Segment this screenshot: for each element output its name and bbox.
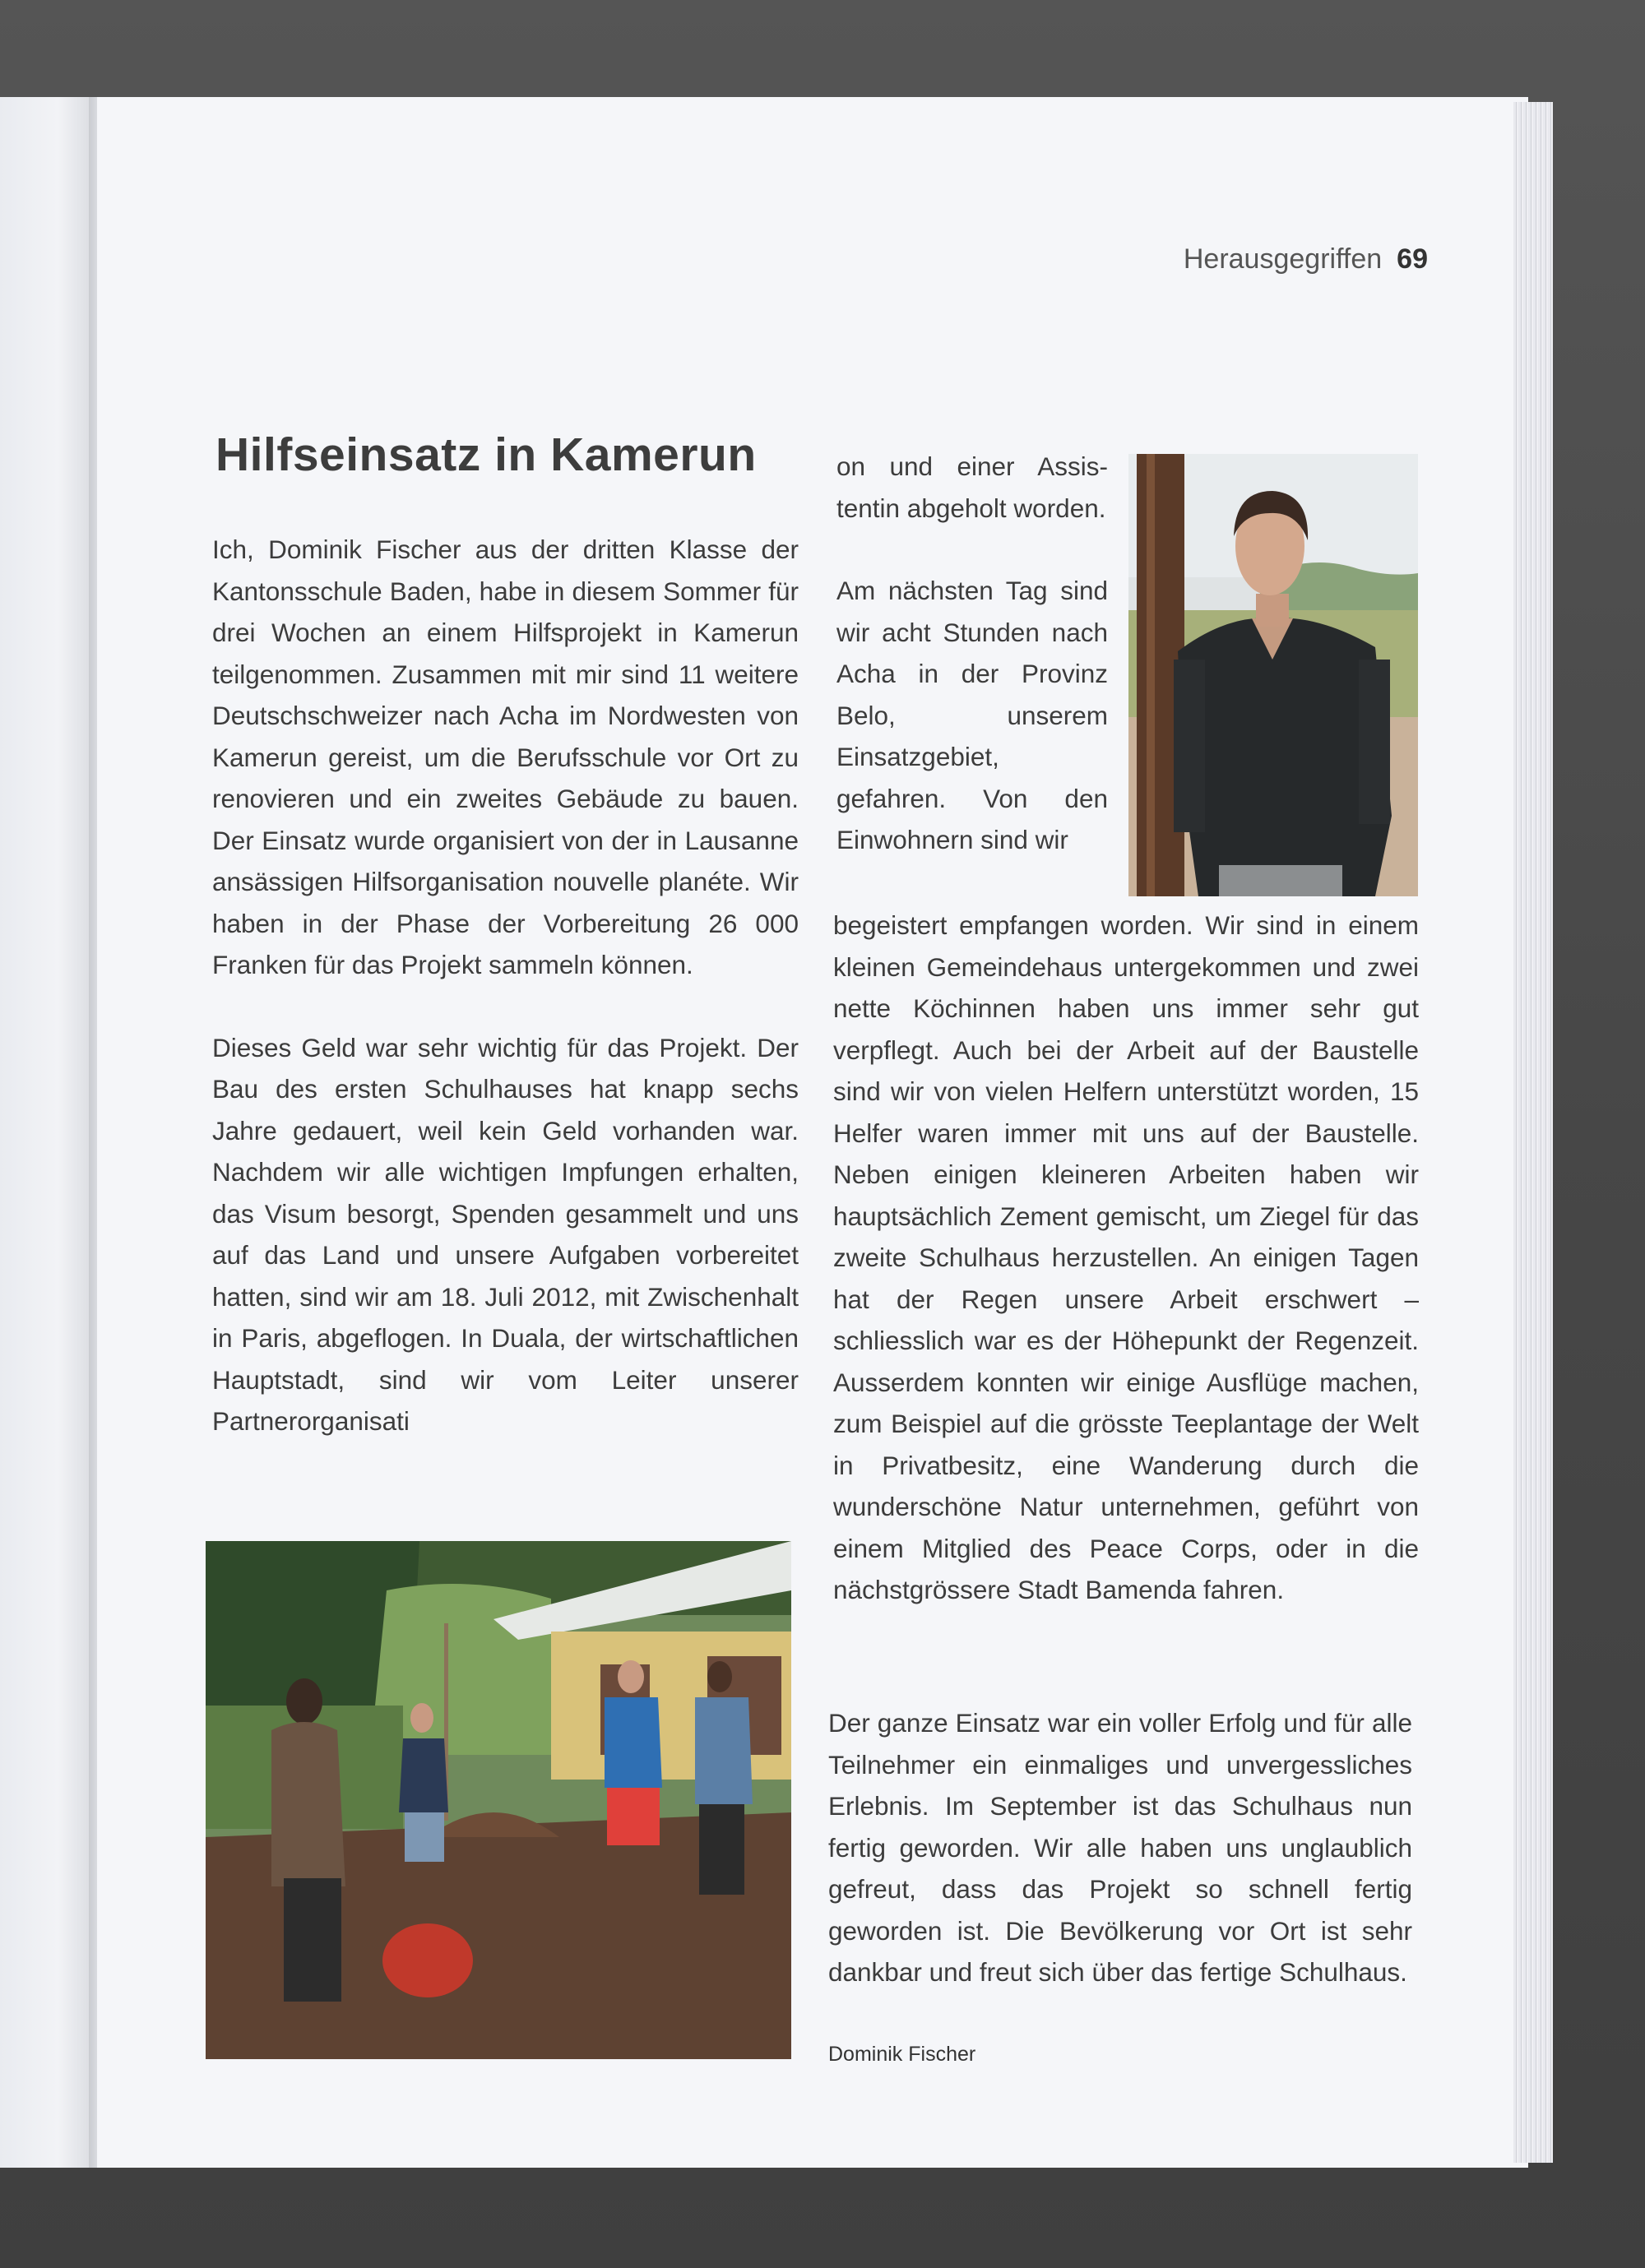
right-column-main: [833, 905, 1419, 1611]
paragraph-work: begeistert empfangen worden. Wir sind in einem kleinen Gemeindehaus untergekommen und zwei nette Köchinnen haben uns immer sehr gut verpflegt. Auch bei der Arbeit auf der Baustelle sind wir von vielen Helfern unterstützt worden, 15 Helfer waren immer mit uns auf der Baustelle. Neben einigen kleineren Arbeiten haben wir hauptsächlich Zement gemischt, um Ziegel für das zweite Schulhaus herzustellen. An einigen Tagen hat der Regen unsere Arbeit erschwert – schliesslich war es der Höhepunkt der Regenzeit. Ausserdem konnten wir einige Ausflüge machen, zum Beispiel auf die grösste Teeplantage der Welt in Privatbesitz, eine Wanderung durch die wunderschöne Natur unternehmen, geführt von einem Mitglied des Peace Corps, oder in die nächstgrössere Stadt Bamenda fahren.: [833, 910, 1419, 1604]
portrait-photo-image: [1128, 454, 1418, 896]
construction-site-photo-image: [206, 1541, 791, 2059]
left-column: [212, 529, 799, 1442]
paragraph-continuation: on und einer Assistentin abgeholt worden.: [836, 451, 1108, 523]
right-column-top: [836, 446, 1108, 861]
paragraph-conclusion: Der ganze Einsatz war ein voller Erfolg und für alle Teilnehmer ein einmaliges und unvergessliches Erlebnis. Im September ist das Schulhaus nun fertig geworden. Wir alle haben uns unglaublich gefreut, dass das Projekt so schnell fertig geworden ist. Die Bevölkerung vor Ort ist sehr dankbar und freut sich über das fertige Schulhaus.: [828, 1708, 1412, 1987]
paragraph-intro: Ich, Dominik Fischer aus der dritten Klasse der Kantonsschule Baden, habe in diesem Sommer für drei Wochen an einem Hilfsprojekt in Kamerun teilgenommen. Zusammen mit mir sind 11 weitere Deutschschweizer nach Acha im Nordwesten von Kamerun gereist, um die Berufsschule vor Ort zu renovieren und ein zweites Gebäude zu bauen. Der Einsatz wurde organisiert von der in Lausanne ansässigen Hilfsorganisation nouvelle planéte. Wir haben in der Phase der Vorbereitung 26 000 Franken für das Projekt sammeln können.: [212, 535, 799, 979]
author-signature: Dominik Fischer: [828, 2043, 976, 2066]
running-head: [905, 243, 1428, 275]
page-number: 69: [1397, 243, 1428, 275]
article-title: Hilfseinsatz in Kamerun: [215, 428, 757, 481]
right-column-end: [828, 1702, 1412, 1993]
left-page-edge: [0, 97, 97, 2168]
portrait-photo: [1128, 454, 1418, 896]
page-stack-edge: [1513, 102, 1553, 2163]
paragraph-travel: Am nächsten Tag sind wir acht Stunden nach Acha in der Provinz Belo, unserem Einsatzgebiet, gefahren. Von den Einwohnern sind wir: [836, 576, 1108, 854]
section-name: Herausgegriffen: [1183, 243, 1383, 275]
paragraph-money: Dieses Geld war sehr wichtig für das Projekt. Der Bau des ersten Schulhauses hat knapp sechs Jahre gedauert, weil kein Geld vorhanden war. Nachdem wir alle wichtigen Impfungen erhalten, das Visum besorgt, Spenden gesammelt und uns auf das Land und unsere Aufgaben vorbereitet hatten, sind wir am 18. Juli 2012, mit Zwischenhalt in Paris, abgeflogen. In Duala, der wirtschaftlichen Hauptstadt, sind wir vom Leiter unserer Partnerorganisati: [212, 1032, 799, 1436]
construction-site-photo: [206, 1541, 791, 2059]
